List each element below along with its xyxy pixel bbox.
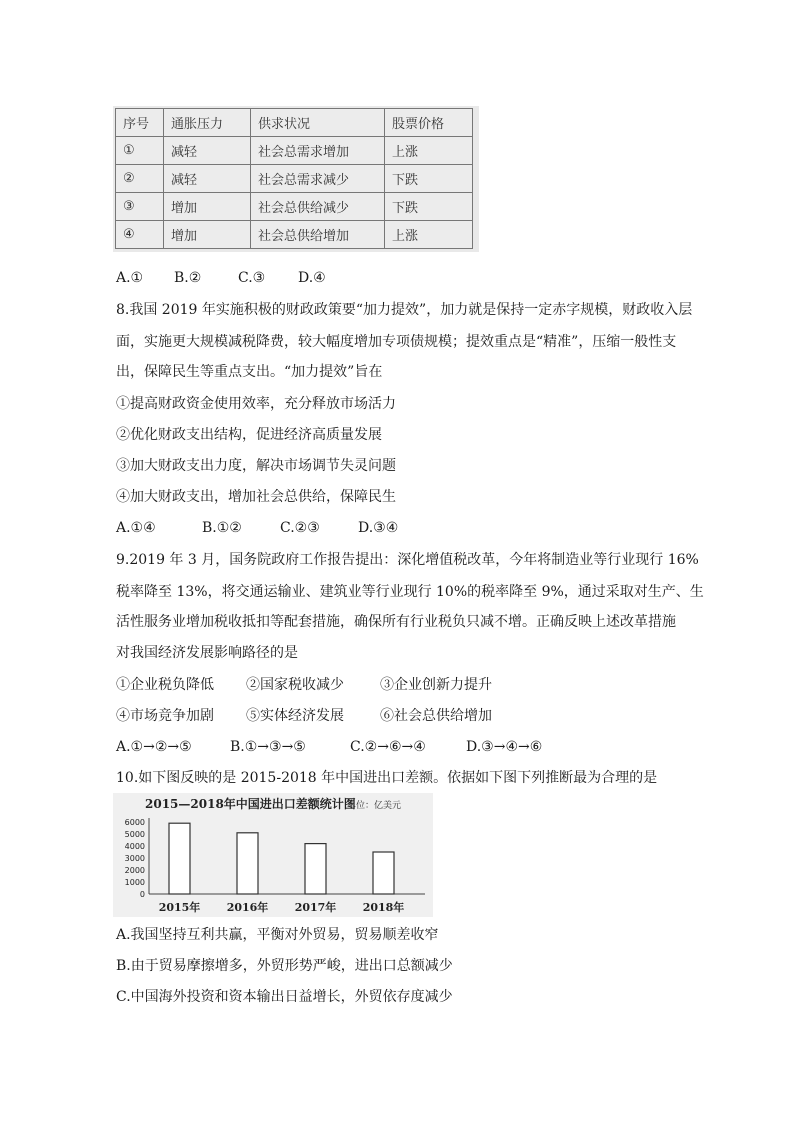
x-category-label: 2016年 [226,901,269,914]
q9-stem-line: 活性服务业增加税收抵扣等配套措施，确保所有行业税负只减不增。正确反映上述改革措施 [116,614,676,630]
chart-bar [169,823,190,894]
q8-stem-line: 面，实施更大规模减税降费，较大幅度增加专项债规模；提效重点是“精准”，压缩一般性支 [116,334,677,350]
chart-bar [373,852,394,894]
q7-choices [116,268,326,288]
choice-option: B.①② [202,520,242,536]
table-cell: 社会总需求增加 [251,137,385,165]
q8-item: ③加大财政支出力度，解决市场调节失灵问题 [116,458,396,474]
choice-option: C.③ [238,270,266,286]
table-cell: 社会总供给增加 [251,221,385,249]
options-table [115,108,473,249]
x-category-label: 2018年 [362,901,405,914]
table-cell: ① [116,137,164,165]
q9-choices [116,737,542,757]
choice-option: B.①→③→⑤ [230,739,306,755]
table-cell: 减轻 [164,165,251,193]
q9-item: ⑤实体经济发展 [246,708,344,724]
y-tick-label: 4000 [124,842,145,851]
q8-choices [116,518,398,538]
q9-stem-line: 税率降至 13%，将交通运输业、建筑业等行业现行 10%的税率降至 9%，通过采取对生产、生 [116,584,704,600]
choice-option: C.②③ [280,520,320,536]
chart-title: 2015—2018年中国进出口差额统计图 [145,797,356,811]
options-table-container [113,106,479,252]
choice-option: D.③④ [358,520,399,536]
q8-stem-line: 8.我国 2019 年实施积极的财政政策要“加力提效”，加力就是保持一定赤字规模，财政收入层 [116,302,693,318]
q9-items-row [116,675,492,695]
q9-stem-line: 对我国经济发展影响路径的是 [116,645,298,661]
table-cell: 上涨 [385,221,473,249]
q9-stem-line: 9.2019 年 3 月，国务院政府工作报告提出：深化增值税改革，今年将制造业等行业现行 16% [116,552,699,568]
table-header-cell: 通胀压力 [164,109,251,137]
q9-item: ④市场竞争加剧 [116,708,214,724]
bar-chart [113,793,433,917]
choice-option: B.② [174,270,202,286]
table-header-cell: 序号 [116,109,164,137]
y-tick-label: 0 [139,890,145,899]
y-tick-label: 5000 [124,830,145,839]
q8-item: ①提高财政资金使用效率，充分释放市场活力 [116,396,396,412]
q10-option: A.我国坚持互利共赢，平衡对外贸易，贸易顺差收窄 [116,927,439,943]
choice-option: C.②→⑥→④ [350,739,426,755]
table-cell: 增加 [164,221,251,249]
q8-stem-line: 出，保障民生等重点支出。“加力提效”旨在 [116,364,383,380]
table-cell: 社会总供给减少 [251,193,385,221]
table-cell: ② [116,165,164,193]
table-cell: 社会总需求减少 [251,165,385,193]
table-cell: ④ [116,221,164,249]
bar-chart-figure [113,793,433,917]
q9-item: ①企业税负降低 [116,677,214,693]
table-row [116,193,473,221]
choice-option: A.① [116,270,144,286]
y-tick-label: 6000 [124,818,145,827]
q9-item: ③企业创新力提升 [380,677,492,693]
chart-unit: 单位：亿美元 [347,801,402,811]
table-row [116,137,473,165]
q10-stem: 10.如下图反映的是 2015-2018 年中国进出口差额。依据如下图下列推断最为合理的是 [116,770,658,786]
table-cell: 下跌 [385,193,473,221]
choice-option: A.①→②→⑤ [116,739,192,755]
x-category-label: 2015年 [158,901,201,914]
q8-item: ④加大财政支出，增加社会总供给，保障民生 [116,489,396,505]
table-header-cell: 供求状况 [251,109,385,137]
table-row [116,165,473,193]
choice-option: D.③→④→⑥ [466,739,543,755]
choice-option: D.④ [298,270,326,286]
q9-item: ⑥社会总供给增加 [380,708,492,724]
q9-item: ②国家税收减少 [246,677,344,693]
chart-bar [237,833,258,894]
y-tick-label: 3000 [124,854,145,863]
table-cell: ③ [116,193,164,221]
table-header-cell: 股票价格 [385,109,473,137]
x-category-label: 2017年 [294,901,337,914]
y-tick-label: 2000 [124,866,145,875]
table-row [116,221,473,249]
table-cell: 减轻 [164,137,251,165]
choice-option: A.①④ [116,520,156,536]
q10-option: C.中国海外投资和资本输出日益增长，外贸依存度减少 [116,989,453,1005]
table-cell: 下跌 [385,165,473,193]
q8-item: ②优化财政支出结构，促进经济高质量发展 [116,427,382,443]
table-cell: 增加 [164,193,251,221]
table-header-row [116,109,473,137]
y-tick-label: 1000 [124,878,145,887]
chart-bar [305,844,326,894]
table-cell: 上涨 [385,137,473,165]
q10-option: B.由于贸易摩擦增多，外贸形势严峻，进出口总额减少 [116,958,453,974]
q9-items-row [116,706,492,726]
